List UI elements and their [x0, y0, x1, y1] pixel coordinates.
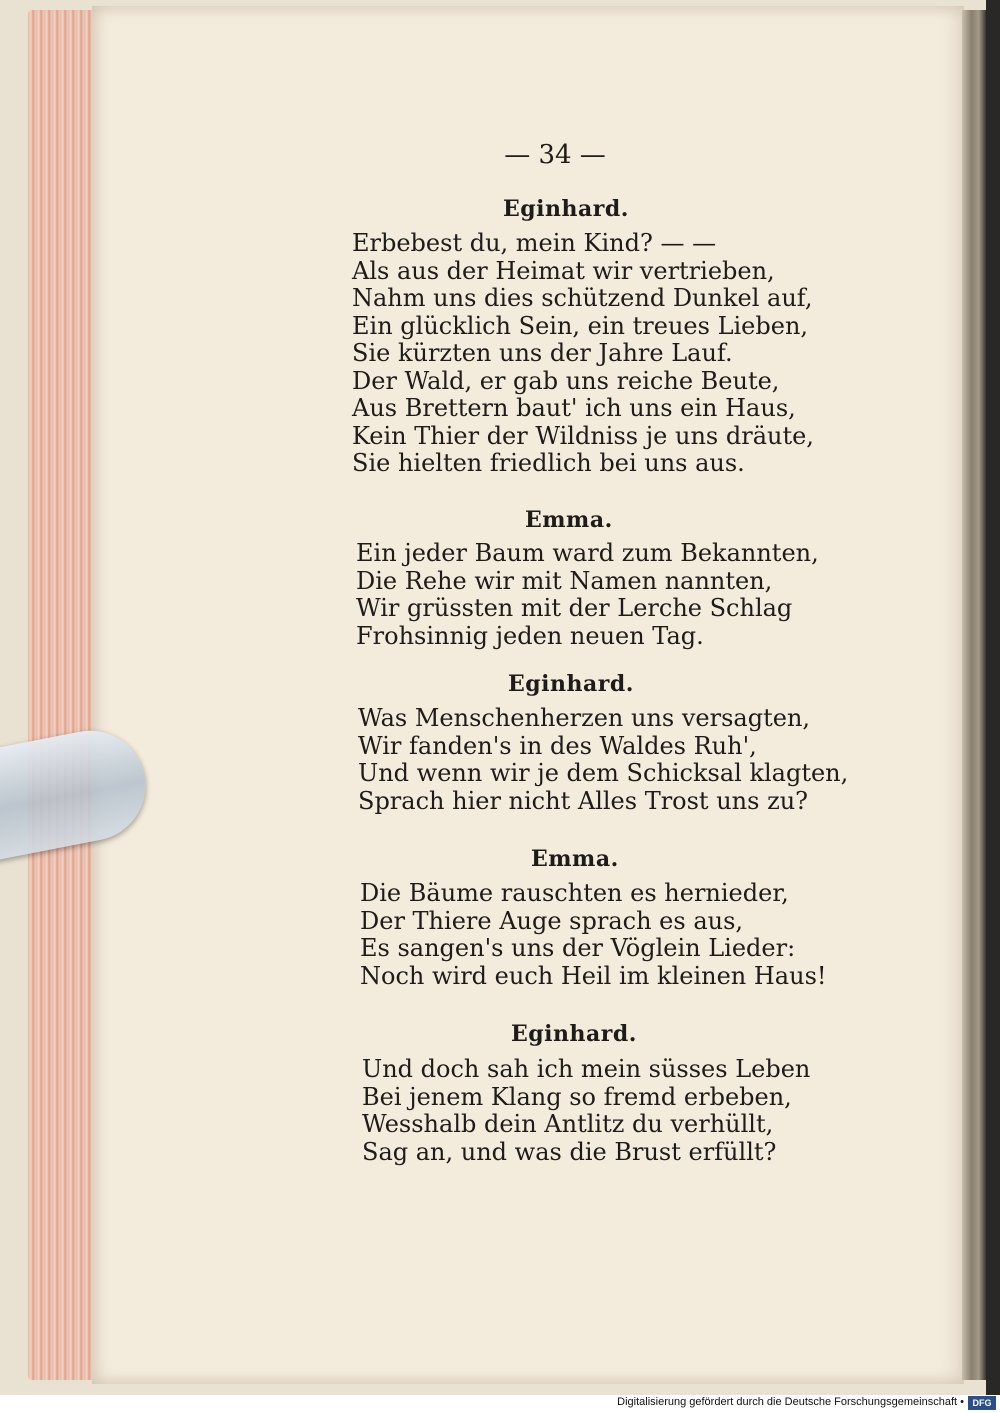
verse-stanza — [360, 880, 827, 990]
funding-credit: Digitalisierung gefördert durch die Deutsche Forschungsgemeinschaft • — [617, 1396, 964, 1408]
speaker-heading: Eginhard. — [503, 196, 629, 222]
speaker-heading: Emma. — [525, 507, 613, 533]
verse-line: Frohsinnig jeden neuen Tag. — [356, 621, 704, 650]
speaker-heading: Emma. — [531, 846, 619, 872]
verse-line: Noch wird euch Heil im kleinen Haus! — [360, 961, 827, 990]
verse-line: Ein glücklich Sein, ein treues Lieben, — [352, 311, 809, 340]
verse-line: Aus Brettern baut' ich uns ein Haus, — [352, 394, 796, 422]
verse-stanza — [352, 230, 814, 478]
verse-stanza — [356, 540, 819, 650]
verse-line: Was Menschenherzen uns versagten, — [358, 704, 811, 732]
verse-line: Und doch sah ich mein süsses Leben — [362, 1055, 811, 1083]
verse-line: Als aus der Heimat wir vertrieben, — [352, 256, 775, 285]
verse-stanza — [362, 1056, 810, 1166]
verse-line: Der Wald, er gab uns reiche Beute, — [352, 366, 780, 395]
verse-stanza — [358, 705, 848, 815]
verse-line: Sie hielten friedlich bei uns aus. — [352, 449, 745, 477]
verse-line: Sag an, und was die Brust erfüllt? — [362, 1137, 777, 1166]
verse-line: Wir fanden's in des Waldes Ruh', — [358, 731, 757, 760]
speaker-heading: Eginhard. — [511, 1021, 637, 1047]
verse-line: Sie kürzten uns der Jahre Lauf. — [352, 339, 733, 367]
verse-line: Nahm uns dies schützend Dunkel auf, — [352, 284, 813, 312]
verse-line: Die Bäume rauschten es hernieder, — [360, 879, 789, 907]
verse-line: Kein Thier der Wildniss je uns dräute, — [352, 421, 814, 450]
verse-line: Der Thiere Auge sprach es aus, — [360, 906, 744, 935]
verse-line: Erbebest du, mein Kind? — — — [352, 229, 717, 257]
verse-line: Wir grüssten mit der Lerche Schlag — [356, 594, 793, 622]
speaker-heading: Eginhard. — [508, 671, 634, 697]
verse-line: Ein jeder Baum ward zum Bekannten, — [356, 539, 819, 567]
footer-bar — [0, 1395, 1000, 1413]
verse-line: Sprach hier nicht Alles Trost uns zu? — [358, 786, 809, 815]
verse-line: Bei jenem Klang so fremd erbeben, — [362, 1082, 792, 1111]
verse-line: Wesshalb dein Antlitz du verhüllt, — [362, 1110, 774, 1138]
verse-line: Und wenn wir je dem Schicksal klagten, — [358, 759, 849, 787]
page-number: — 34 — — [504, 140, 606, 170]
dfg-logo-icon: DFG — [968, 1396, 996, 1410]
verse-line: Die Rehe wir mit Namen nannten, — [356, 566, 773, 595]
verse-line: Es sangen's uns der Vöglein Lieder: — [360, 934, 796, 962]
